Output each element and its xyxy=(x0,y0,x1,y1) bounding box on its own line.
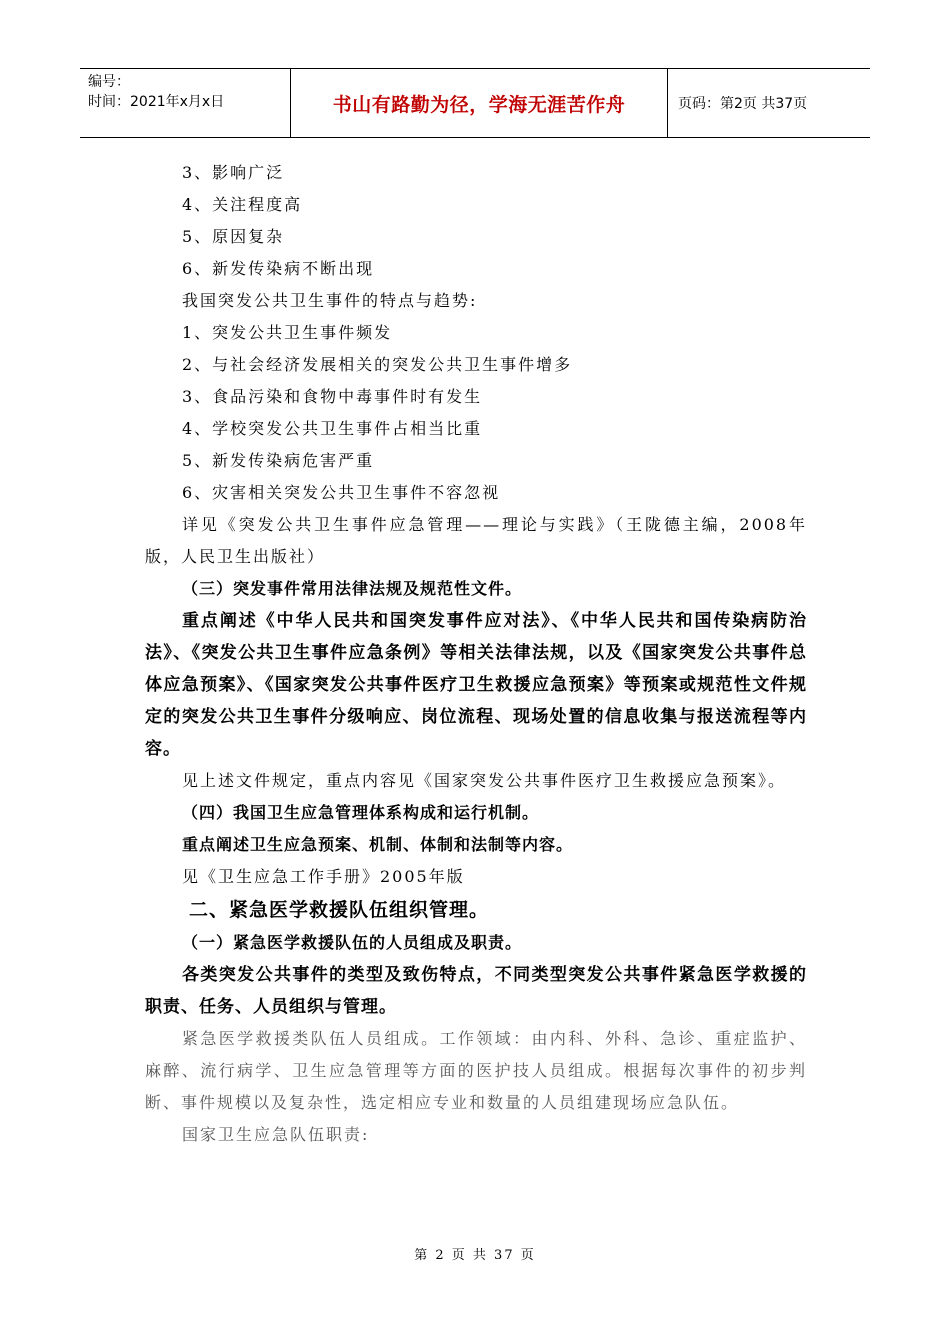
list-heading: 我国突发公共卫生事件的特点与趋势: xyxy=(182,291,478,310)
section-summary: 重点阐述《中华人民共和国突发事件应对法》、《中华人民共和国传染病防治法》、《突发公共卫生事件应急条例》等相关法律法规，以及《国家突发公共事件总体应急预案》、《国家突发公共事件医疗卫生救援应急预案》等预案或规范性文件规定的突发公共卫生事件分级响应、岗位流程、现场处置的信息收集与报送流程等内容。 xyxy=(145,611,807,759)
page-header xyxy=(80,68,870,138)
body-line: 国家卫生应急队伍职责: xyxy=(182,1125,370,1144)
list-item: 5、新发传染病危害严重 xyxy=(182,451,375,470)
list-item: 1、突发公共卫生事件频发 xyxy=(182,323,393,342)
reference-paragraph: 见《卫生应急工作手册》2005年版 xyxy=(182,867,465,886)
reference-paragraph: 见上述文件规定，重点内容见《国家突发公共事件医疗卫生救援应急预案》。 xyxy=(182,771,787,790)
list-item: 5、原因复杂 xyxy=(182,227,285,246)
section-heading: （三）突发事件常用法律法规及规范性文件。 xyxy=(182,579,523,598)
list-item: 4、关注程度高 xyxy=(182,195,303,214)
header-page-number: 页码：第2页 共37页 xyxy=(678,96,808,112)
body-paragraph: 紧急医学救援类队伍人员组成。工作领域：由内科、外科、急诊、重症监护、麻醉、流行病学、卫生应急管理等方面的医护技人员组成。根据每次事件的初步判断、事件规模以及复杂性，选定相应专业和数量的人员组建现场应急队伍。 xyxy=(145,1029,807,1112)
header-motto: 书山有路勤为径，学海无涯苦作舟 xyxy=(291,69,668,137)
list-item: 6、新发传染病不断出现 xyxy=(182,259,375,278)
list-item: 3、食品污染和食物中毒事件时有发生 xyxy=(182,387,483,406)
reference-paragraph: 详见《突发公共卫生事件应急管理——理论与实践》（王陇德主编，2008年版，人民卫生出版社） xyxy=(145,515,807,566)
header-time: 时间：2021年x月x日 xyxy=(88,94,225,110)
document-body xyxy=(145,157,807,1151)
page-footer: 第 2 页 共 37 页 xyxy=(414,1248,536,1263)
section-summary: 各类突发公共事件的类型及致伤特点，不同类型突发公共事件紧急医学救援的职责、任务、人员组织与管理。 xyxy=(145,965,807,1017)
section-heading: （一）紧急医学救援队伍的人员组成及职责。 xyxy=(182,933,523,952)
section-heading: （四）我国卫生应急管理体系构成和运行机制。 xyxy=(182,803,540,822)
list-item: 4、学校突发公共卫生事件占相当比重 xyxy=(182,419,483,438)
header-number: 编号： xyxy=(88,74,130,90)
header-meta xyxy=(80,69,291,137)
list-item: 2、与社会经济发展相关的突发公共卫生事件增多 xyxy=(182,355,573,374)
list-item: 3、影响广泛 xyxy=(182,163,285,182)
list-item: 6、灾害相关突发公共卫生事件不容忽视 xyxy=(182,483,501,502)
section-summary: 重点阐述卫生应急预案、机制、体制和法制等内容。 xyxy=(182,835,574,854)
part-heading: 二、紧急医学救援队伍组织管理。 xyxy=(189,899,490,921)
